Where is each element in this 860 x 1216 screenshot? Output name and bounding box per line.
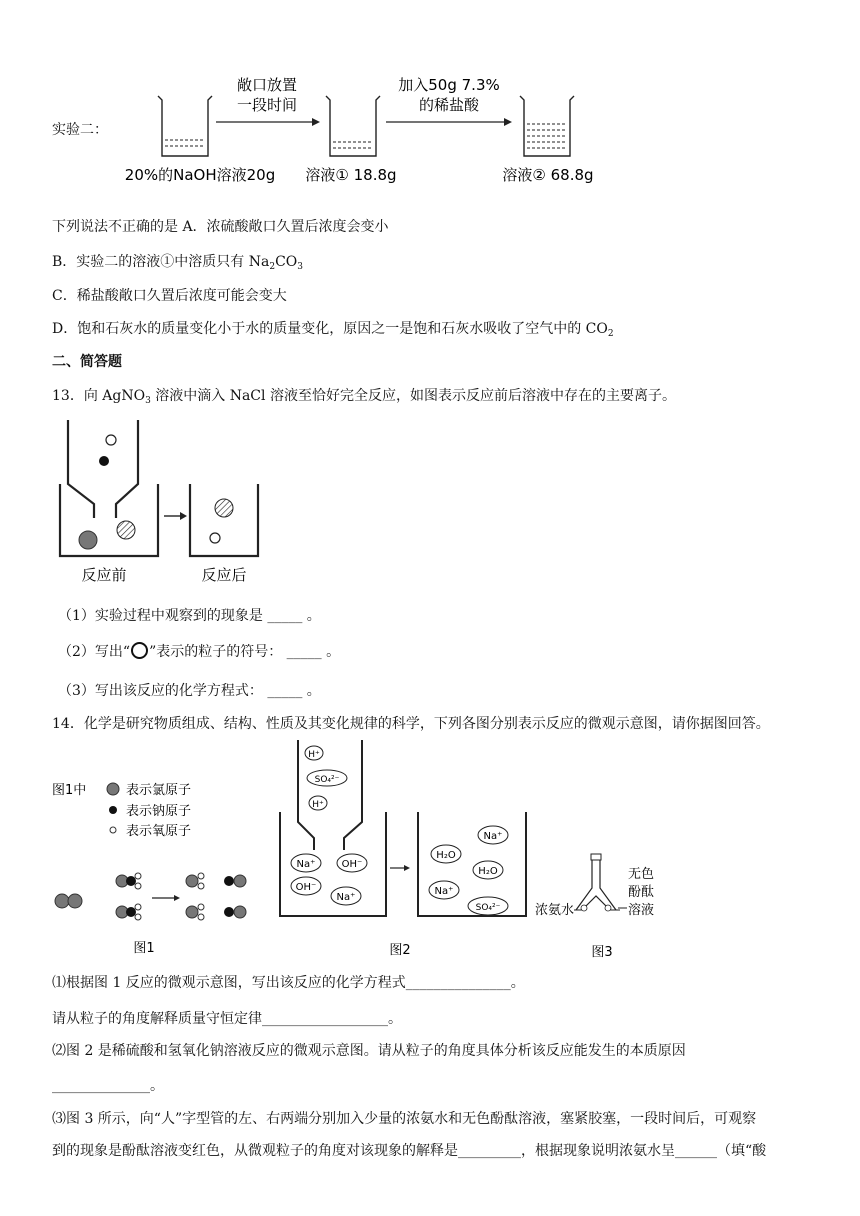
naclo2-molecule-1 (116, 873, 141, 889)
o-atom-icon (110, 827, 116, 833)
ion-na-1: Na⁺ (296, 859, 316, 870)
q14-part3b: 到的现象是酚酞溶液变红色，从微观粒子的角度对该现象的解释是_________，根据现象说明浓氨水呈______（填“酸 (52, 1143, 767, 1159)
ion-gray (79, 531, 97, 549)
clo2-molecule-2 (186, 904, 204, 920)
legend-na: 表示钠原子 (126, 804, 192, 819)
fig-after-label: 反应后 (201, 566, 247, 584)
ion-oh-2: OH⁻ (295, 882, 317, 893)
cl2-molecule (55, 894, 82, 908)
cl-atom-icon (107, 783, 119, 795)
q14-part3: ⑶图 3 所示，向“人”字型管的左、右两端分别加入少量的浓氨水和无色酚酞溶液，塞紧胶塞，一段时间后，可观察 (52, 1111, 757, 1127)
white-circle-icon (131, 642, 148, 659)
legend-o: 表示氧原子 (126, 824, 192, 839)
beaker1-caption: 20%的NaOH溶液20g (124, 166, 276, 184)
fig3-right-label-3: 溶液 (628, 903, 655, 918)
fig1-caption: 图1 (133, 941, 155, 956)
exp2-label: 实验二： (52, 122, 108, 138)
q12-option-c: C．稀盐酸敞口久置后浓度可能会变大 (52, 288, 287, 304)
ion-so4-2: SO₄²⁻ (475, 903, 501, 913)
fig3-right-label-2: 酚酞 (628, 885, 655, 900)
h2o-1: H₂O (436, 850, 456, 861)
arrow2-line1: 加入50g 7.3% (398, 76, 500, 94)
beaker-2 (326, 96, 380, 156)
beaker-3 (520, 96, 574, 156)
beaker2-caption: 溶液① 18.8g (305, 166, 397, 184)
q14-figures (52, 740, 672, 965)
beaker3-caption: 溶液② 68.8g (502, 166, 594, 184)
section-title: 二、简答题 (52, 354, 122, 370)
q13-stem: 13．向 AgNO$_3$ 溶液中滴入 NaCl 溶液至恰好完全反应，如图表示反应前后溶液中存在的主要离子。 (52, 388, 676, 406)
naclo2-molecule-2 (116, 904, 141, 920)
ion-h-2: H⁺ (312, 800, 324, 810)
na-atom-icon (109, 806, 117, 814)
fig2-caption: 图2 (389, 943, 411, 958)
q12-option-d: D．饱和石灰水的质量变化小于水的质量变化，原因之一是饱和石灰水吸收了空气中的 $CO_2$ (52, 321, 614, 339)
ion-black-1 (99, 456, 109, 466)
nacl-molecule-1 (224, 875, 246, 887)
beaker-1 (158, 96, 212, 156)
ion-white-2 (210, 533, 220, 543)
ion-oh-1: OH⁻ (341, 859, 363, 870)
q12-stem-a: 下列说法不正确的是 A．浓硫酸敞口久置后浓度会变小 (52, 219, 389, 235)
q13-part3: （3）写出该反应的化学方程式： _____ 。 (58, 683, 321, 699)
nacl-molecule-2 (224, 906, 246, 918)
q12-option-b: B．实验二的溶液①中溶质只有 $Na_2CO_3$ (52, 254, 304, 272)
q14-part2: ⑵图 2 是稀硫酸和氢氧化钠溶液反应的微观示意图。请从粒子的角度具体分析该反应能发生的本质原因 (52, 1043, 686, 1059)
q14-part1: ⑴根据图 1 反应的微观示意图，写出该反应的化学方程式_______________。 (52, 975, 525, 991)
fig3-right-label-1: 无色 (628, 867, 655, 882)
fig3-caption: 图3 (591, 945, 613, 960)
q14-part2b: ______________。 (52, 1078, 164, 1094)
ion-na-2: Na⁺ (336, 892, 356, 903)
q13-part2: （2）写出“ ”表示的粒子的符号： _____ 。 (58, 644, 341, 660)
ion-hatched-2 (215, 499, 233, 517)
legend-cl: 表示氯原子 (126, 783, 192, 798)
clo2-molecule-1 (186, 873, 204, 889)
ion-white-1 (106, 435, 116, 445)
arrow1-line1: 敞口放置 (236, 76, 298, 94)
ion-h-1: H⁺ (308, 750, 320, 760)
q13-figure (52, 418, 272, 588)
q13-part1: （1）实验过程中观察到的现象是 _____ 。 (58, 608, 321, 624)
arrow1-line2: 一段时间 (236, 96, 298, 114)
exp2-figure (124, 68, 620, 198)
fig3-left-label: 浓氨水 (534, 903, 574, 918)
ion-na-3: Na⁺ (483, 831, 503, 842)
q14-stem: 14．化学是研究物质组成、结构、性质及其变化规律的科学，下列各图分别表示反应的微观示意图，请你据图回答。 (52, 716, 770, 732)
ion-hatched-1 (117, 521, 135, 539)
arrow2-line2: 的稀盐酸 (418, 96, 480, 114)
h2o-2: H₂O (478, 866, 498, 877)
ion-na-4: Na⁺ (434, 886, 454, 897)
q14-part1b: 请从粒子的角度解释质量守恒定律__________________。 (52, 1011, 402, 1027)
ion-so4-1: SO₄²⁻ (314, 775, 340, 785)
legend-title: 图1中 (52, 783, 87, 798)
fig-before-label: 反应前 (81, 566, 127, 584)
